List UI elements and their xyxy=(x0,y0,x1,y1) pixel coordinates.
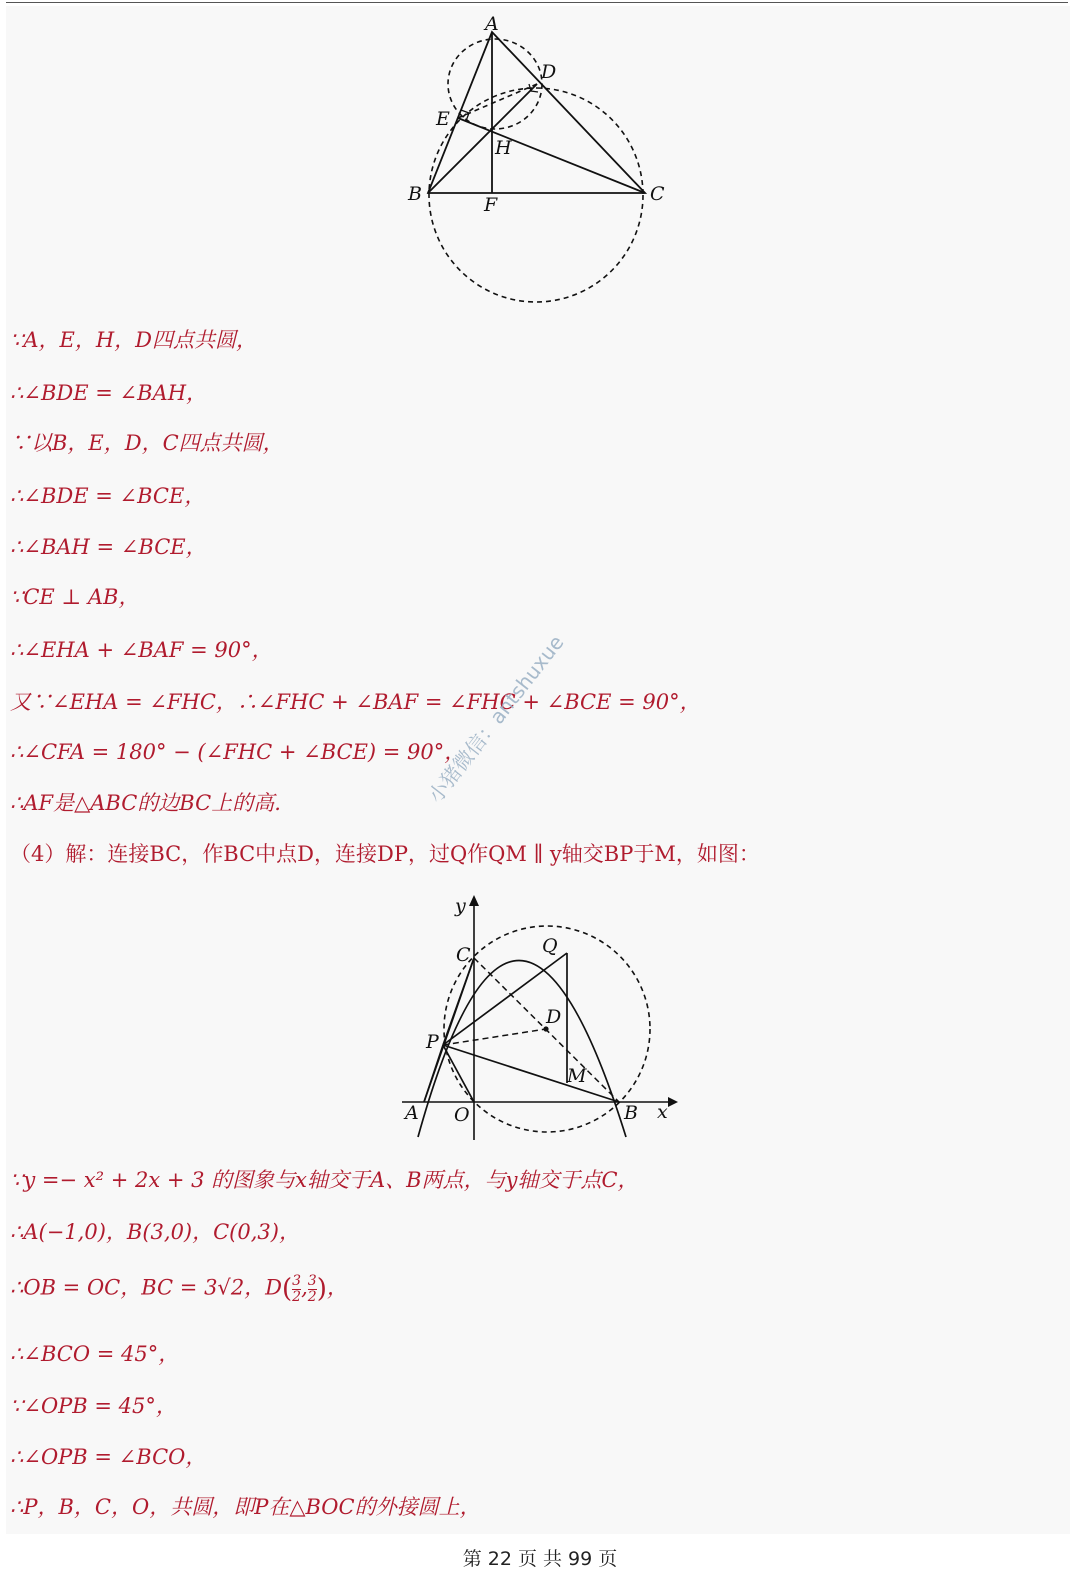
altitude-bd xyxy=(428,84,537,193)
label-b2: B xyxy=(624,1102,638,1124)
segment-ap xyxy=(424,1045,443,1102)
label-d: D xyxy=(541,61,557,83)
proof-line-2: ∴∠BDE = ∠BAH， xyxy=(10,381,208,405)
d-x-fraction: $\frac{3}{2}$ xyxy=(292,1273,302,1305)
label-b: B xyxy=(408,183,422,205)
segment-pd xyxy=(443,1029,546,1045)
y-axis-arrow xyxy=(469,895,479,906)
solution-line-6: ∴∠OPB = ∠BCO， xyxy=(10,1445,207,1469)
solution-line-3: ∴OB = OC，BC = 3√2，D( $\frac{3}{2}$ , $\frac{3}{2}$ )， xyxy=(10,1273,348,1305)
proof-line-3: ∵以B，E，D，C四点共圆， xyxy=(10,431,284,455)
label-p: P xyxy=(426,1031,439,1053)
solution-line-5: ∵∠OPB = 45°， xyxy=(10,1394,177,1418)
figure-1-svg xyxy=(400,14,680,309)
label-h: H xyxy=(495,137,512,159)
proof-line-4: ∴∠BDE = ∠BCE， xyxy=(10,484,206,508)
page-footer: 第 22 页 共 99 页 xyxy=(462,1548,618,1570)
solution-line-4: ∴∠BCO = 45°， xyxy=(10,1342,180,1366)
triangle-abc xyxy=(428,32,645,193)
solution-line-1: ∵y =− x² + 2x + 3 的图象与x轴交于A、B两点，与y轴交于点C， xyxy=(10,1168,639,1192)
label-d2: D xyxy=(546,1006,562,1028)
solution-line-7: ∴P，B，C，O，共圆，即P在△BOC的外接圆上， xyxy=(10,1495,481,1519)
label-a2: A xyxy=(405,1102,419,1124)
proof-line-7: ∴∠EHA + ∠BAF = 90°， xyxy=(10,638,273,662)
proof-line-1: ∵A，E，H，D四点共圆， xyxy=(10,328,258,352)
solution-line-3-text: ∴OB = OC，BC = 3√2，D xyxy=(10,1275,283,1300)
label-a: A xyxy=(485,13,499,35)
proof-line-8: 又∵∠EHA = ∠FHC，∴∠FHC + ∠BAF = ∠FHC + ∠BCE = 90°， xyxy=(10,690,701,714)
proof-line-5: ∴∠BAH = ∠BCE， xyxy=(10,535,207,559)
watermark: 小猪微信：antshuxue xyxy=(423,630,569,808)
proof-line-9: ∴∠CFA = 180° − (∠FHC + ∠BCE) = 90°， xyxy=(10,740,466,764)
top-rule xyxy=(6,2,1068,3)
proof-line-6: ∵CE ⊥ AB， xyxy=(10,585,140,609)
label-o: O xyxy=(454,1104,470,1126)
label-x: x xyxy=(657,1101,668,1123)
figure-triangle-circles xyxy=(400,14,680,309)
figure-2-svg xyxy=(396,892,686,1144)
proof-line-10: ∴AF是△ABC的边BC上的高. xyxy=(10,791,281,815)
figure-parabola-circle xyxy=(396,892,686,1144)
label-f: F xyxy=(484,194,498,216)
label-m: M xyxy=(567,1065,587,1087)
d-y-fraction: $\frac{3}{2}$ xyxy=(307,1273,317,1305)
label-c2: C xyxy=(456,944,471,966)
altitude-ce xyxy=(458,118,645,193)
part4-intro: （4）解：连接BC，作BC中点D，连接DP，过Q作QM ∥ y轴交BP于M，如图： xyxy=(10,842,760,866)
label-e: E xyxy=(436,108,450,130)
x-axis-arrow xyxy=(668,1097,678,1107)
label-y: y xyxy=(455,895,466,917)
solution-line-2: ∴A(−1,0)，B(3,0)，C(0,3)， xyxy=(10,1220,300,1244)
label-c: C xyxy=(650,183,665,205)
label-q: Q xyxy=(542,935,558,957)
